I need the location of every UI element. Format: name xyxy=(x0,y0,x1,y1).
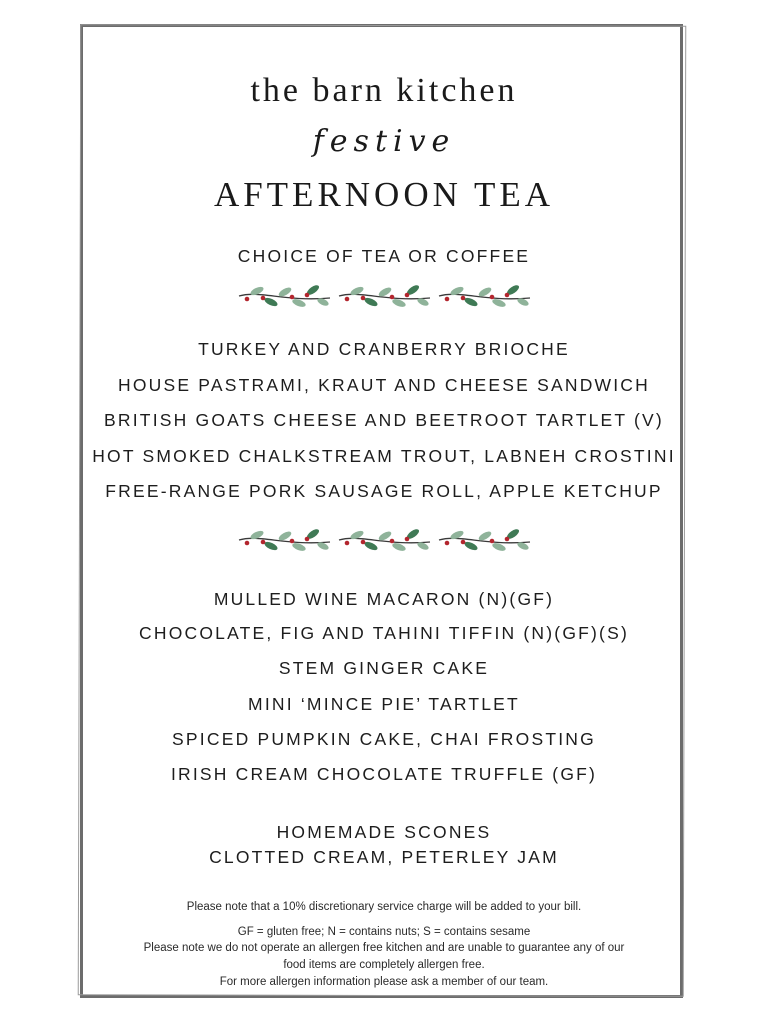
savoury-item: TURKEY AND CRANBERRY BRIOCHE xyxy=(198,339,570,359)
scones-line: HOMEMADE SCONES xyxy=(276,822,492,842)
service-charge-note: Please note that a 10% discretionary service charge will be added to your bill. xyxy=(186,901,582,913)
savoury-item: HOUSE PASTRAMI, KRAUT AND CHEESE SANDWICH xyxy=(118,375,650,395)
sweet-item: SPICED PUMPKIN CAKE, CHAI FROSTING xyxy=(172,729,596,749)
savoury-item: FREE-RANGE PORK SAUSAGE ROLL, APPLE KETCHUP xyxy=(105,481,663,501)
allergen-key: GF = gluten free; N = contains nuts; S = contains sesame xyxy=(237,926,531,938)
holly-garland-icon xyxy=(235,280,535,316)
savoury-item: BRITISH GOATS CHEESE AND BEETROOT TARTLET (V) xyxy=(104,410,664,430)
sweet-item: STEM GINGER CAKE xyxy=(278,658,490,678)
sweet-item: IRISH CREAM CHOCOLATE TRUFFLE (GF) xyxy=(170,764,598,784)
allergen-note: Please note we do not operate an allergen free kitchen and are unable to guarantee any of our xyxy=(143,942,625,954)
allergen-note: food items are completely allergen free. xyxy=(283,959,485,971)
sweet-item: MINI ‘MINCE PIE’ TARTLET xyxy=(248,694,520,714)
menu-title: AFTERNOON TEA xyxy=(213,175,555,214)
festive-script: festive xyxy=(312,124,456,159)
sweet-item: CHOCOLATE, FIG AND TAHINI TIFFIN (N)(GF)(S) xyxy=(139,623,629,643)
allergen-note: For more allergen information please ask a member of our team. xyxy=(219,976,549,988)
sweet-item: MULLED WINE MACARON (N)(GF) xyxy=(213,589,555,609)
savoury-item: HOT SMOKED CHALKSTREAM TROUT, LABNEH CROSTINI xyxy=(92,446,676,466)
drinks-line: CHOICE OF TEA OR COFFEE xyxy=(237,246,531,266)
holly-garland-icon xyxy=(235,524,535,560)
brand-name: the barn kitchen xyxy=(250,72,518,109)
scones-line: CLOTTED CREAM, PETERLEY JAM xyxy=(209,847,559,867)
